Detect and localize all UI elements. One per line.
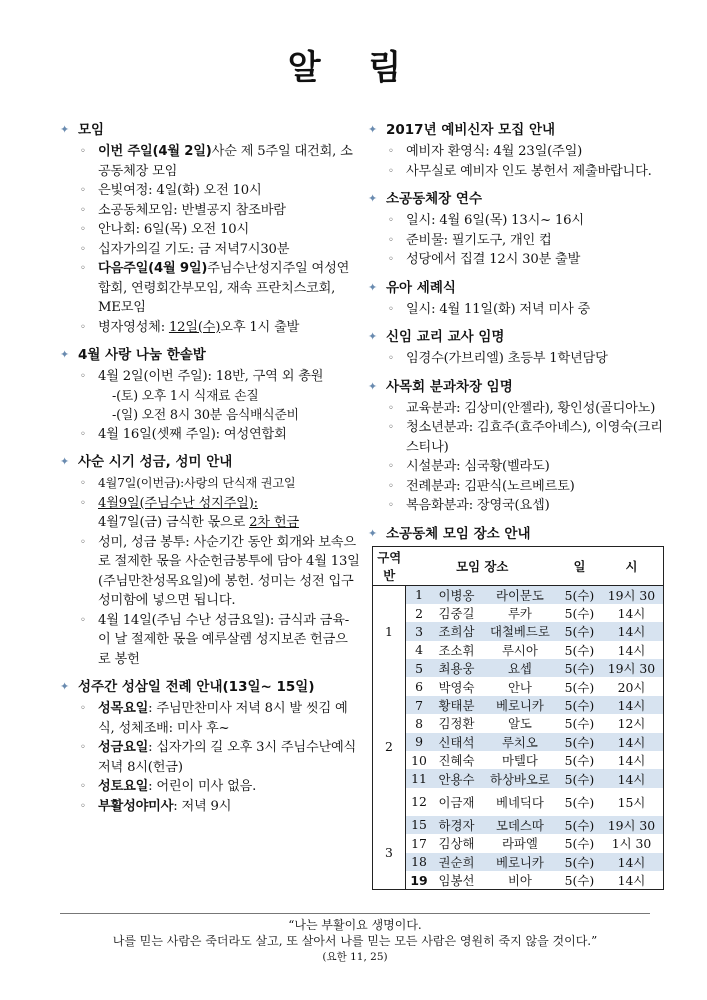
section-title: 2017년 예비신자 모집 안내 [386, 122, 556, 138]
ban-cell: 9 [406, 733, 433, 751]
table-row [373, 751, 664, 769]
saint-cell: 루카 [507, 606, 532, 622]
section-lent-offering [60, 452, 360, 669]
ban-cell: 19 [410, 872, 428, 888]
ban-cell: 4 [415, 642, 423, 658]
saint-cell: 안나 [507, 679, 532, 695]
circle-bullet-icon: ◦ [80, 703, 86, 714]
day-cell: 5(수) [564, 716, 595, 732]
section-title: 신임 교리 교사 임명 [386, 329, 505, 345]
section-infant-baptism [368, 278, 668, 320]
table-row [373, 816, 664, 834]
list-item: ◦ 다음주일(4월 9일)주님수난성지주일 여성연합회, 연령회간부모임, 재속 프란치스코회, ME모임 [80, 261, 350, 315]
saint-cell: 라이문도 [481, 585, 559, 604]
sparkle-bullet-icon: ✦ [368, 192, 378, 205]
circle-bullet-icon: ◦ [388, 480, 394, 492]
circle-bullet-icon: ◦ [80, 742, 86, 753]
time-cell: 14시 [600, 853, 664, 871]
name-cell: 김정환 [438, 716, 475, 732]
saint-cell: 루치오 [481, 733, 559, 751]
ban-cell: 2 [415, 605, 423, 621]
table-row [373, 788, 664, 816]
circle-bullet-icon: ◦ [80, 536, 86, 548]
circle-bullet-icon: ◦ [388, 254, 394, 265]
section-title: 사순 시기 성금, 성미 안내 [78, 454, 233, 470]
ban-cell: 12 [411, 794, 427, 810]
ban-cell: 5 [406, 659, 433, 677]
name-cell: 김상해 [438, 836, 475, 852]
sparkle-bullet-icon: ✦ [368, 123, 378, 136]
circle-bullet-icon: ◦ [80, 497, 86, 509]
name-cell: 권순희 [432, 853, 481, 871]
circle-bullet-icon: ◦ [80, 800, 86, 812]
section-title: 소공동체 모임 장소 안내 [386, 525, 531, 542]
time-cell: 14시 [600, 622, 664, 640]
name-cell: 최용웅 [432, 659, 481, 677]
meeting-place-table [372, 546, 664, 891]
district-cell: 2 [373, 677, 406, 815]
circle-bullet-icon: ◦ [80, 204, 86, 216]
day-cell: 5(수) [559, 659, 600, 677]
list-item: ◦ 4월 2일(이번 주일): 18반, 구역 외 총원 -(토) 오후 1시 식재료 손질 -(일) 오전 8시 30분 음식배식준비 [80, 369, 324, 423]
section-love-meal [60, 345, 360, 444]
section-new-teacher [368, 327, 668, 369]
day-cell: 5(수) [559, 696, 600, 714]
circle-bullet-icon: ◦ [80, 243, 86, 255]
ban-cell: 15 [406, 816, 433, 834]
circle-bullet-icon: ◦ [80, 185, 86, 196]
name-cell: 안용수 [432, 769, 481, 787]
district-cell: 3 [373, 816, 406, 890]
sparkle-bullet-icon: ✦ [368, 330, 378, 343]
name-cell: 진혜숙 [438, 753, 475, 769]
circle-bullet-icon: ◦ [388, 500, 394, 511]
time-cell: 14시 [600, 733, 664, 751]
column-header: 구역반 [373, 546, 406, 585]
list-item: ◦ 준비물: 필기도구, 개인 컵 [388, 231, 668, 251]
name-cell: 김중길 [438, 606, 475, 622]
saint-cell: 라파엘 [501, 836, 538, 852]
section-title: 소공동체장 연수 [386, 191, 482, 207]
circle-bullet-icon: ◦ [80, 371, 86, 382]
circle-bullet-icon: ◦ [80, 224, 86, 235]
circle-bullet-icon: ◦ [388, 303, 394, 315]
list-item: ◦ 병자영성체: 12일(수)오후 1시 출발 [80, 318, 360, 338]
time-cell: 19시 30 [600, 585, 664, 604]
saint-cell: 요셉 [481, 659, 559, 677]
list-item: ◦ 일시: 4월 11일(화) 저녁 미사 중 [388, 300, 668, 320]
day-cell: 5(수) [559, 769, 600, 787]
time-cell: 14시 [600, 769, 664, 787]
circle-bullet-icon: ◦ [388, 353, 394, 364]
time-cell: 19시 30 [600, 816, 664, 834]
ban-cell: 3 [406, 622, 433, 640]
sparkle-bullet-icon: ✦ [368, 526, 378, 540]
time-cell: 14시 [617, 873, 646, 889]
list-item: ◦ 4월7일(이번금):사랑의 단식재 권고일 [80, 474, 360, 494]
scripture-line: “나는 부활이요 생명이다. [288, 918, 422, 932]
list-item: ◦ 성토요일: 어린이 미사 없음. [80, 777, 360, 797]
table-row [373, 696, 664, 714]
list-item: ◦ 이번 주일(4월 2일)사순 제 5주일 대건회, 소공동체장 모임 [80, 144, 353, 179]
sparkle-bullet-icon: ✦ [368, 280, 378, 294]
table-row [373, 641, 664, 659]
list-item: ◦ 교육분과: 김상미(안젤라), 황인성(골디아노) [388, 399, 668, 419]
list-item: ◦ 성금요일: 십자가의 길 오후 3시 주님수난예식 저녁 8시(헌금) [80, 740, 357, 775]
day-cell: 5(수) [564, 873, 595, 889]
list-item: ◦ 4월 14일(주님 수난 성금요일): 금식과 금육- 이 날 절제한 몫을 예루살렘 성지보존 헌금으로 봉헌 [80, 612, 350, 667]
saint-cell: 알도 [507, 716, 532, 732]
list-item: ◦ 청소년분과: 김효주(효주아녜스), 이영숙(크리스티나) [388, 420, 663, 455]
ban-cell: 11 [406, 769, 433, 787]
table-row [373, 714, 664, 732]
table-header-row [373, 546, 664, 585]
day-cell: 5(수) [564, 836, 595, 852]
section-meeting-places [368, 524, 668, 891]
saint-cell: 하상바오로 [481, 769, 559, 787]
left-column [60, 120, 360, 824]
ban-cell: 6 [415, 679, 423, 695]
day-cell: 5(수) [564, 753, 595, 769]
section-meetings [60, 120, 360, 337]
name-cell: 임봉선 [438, 873, 475, 889]
table-row [373, 677, 664, 695]
time-cell: 12시 [617, 716, 646, 732]
circle-bullet-icon: ◦ [80, 146, 86, 157]
list-item: ◦ 성당에서 집결 12시 30분 출발 [388, 250, 668, 270]
time-cell: 14시 [617, 753, 646, 769]
time-cell: 19시 30 [600, 659, 664, 677]
sparkle-bullet-icon: ✦ [60, 455, 70, 468]
sparkle-bullet-icon: ✦ [368, 379, 378, 393]
name-cell: 신태석 [432, 733, 481, 751]
circle-bullet-icon: ◦ [388, 461, 394, 472]
name-cell: 조소휘 [438, 642, 475, 658]
day-cell: 5(수) [564, 606, 595, 622]
list-item: ◦ 예비자 환영식: 4월 23일(주일) [388, 142, 668, 162]
table-row [373, 853, 664, 871]
ban-cell: 10 [411, 752, 427, 768]
table-row [373, 733, 664, 751]
circle-bullet-icon: ◦ [388, 402, 394, 414]
list-item: ◦ 소공동체모임: 반별공지 참조바람 [80, 201, 360, 221]
day-cell: 5(수) [564, 642, 595, 658]
day-cell: 5(수) [559, 816, 600, 834]
section-title: 유아 세례식 [386, 279, 456, 296]
saint-cell: 베네딕다 [495, 794, 544, 810]
circle-bullet-icon: ◦ [388, 234, 394, 246]
time-cell: 14시 [600, 696, 664, 714]
saint-cell: 대철베드로 [481, 622, 559, 640]
sparkle-bullet-icon: ✦ [60, 123, 70, 136]
table-row [373, 585, 664, 604]
section-title: 성주간 성삼일 전례 안내(13일~ 15일) [78, 679, 315, 695]
list-item: ◦ 4월9일(주님수난 성지주일): 4월7일(금) 금식한 몫으로 2차 헌금 [80, 495, 299, 530]
ban-cell: 8 [415, 715, 423, 731]
time-cell: 1시 30 [611, 836, 652, 852]
circle-bullet-icon: ◦ [80, 614, 86, 626]
name-cell: 하경자 [432, 816, 481, 834]
circle-bullet-icon: ◦ [80, 478, 86, 489]
scripture-reference: (요한 11, 25) [322, 951, 388, 963]
saint-cell: 모데스따 [481, 816, 559, 834]
column-header: 모임 장소 [406, 546, 559, 585]
table-row [373, 659, 664, 677]
circle-bullet-icon: ◦ [80, 781, 86, 792]
saint-cell: 루시아 [501, 642, 538, 658]
section-title: 사목회 분과차장 임명 [386, 378, 513, 395]
day-cell: 5(수) [564, 679, 595, 695]
list-item: ◦ 일시: 4월 6일(목) 13시~ 16시 [388, 211, 668, 231]
name-cell: 이병옹 [432, 585, 481, 604]
column-header: 일 [559, 546, 600, 585]
list-item: ◦ 사무실로 예비자 인도 봉헌서 제출바랍니다. [388, 162, 668, 182]
sparkle-bullet-icon: ✦ [60, 348, 70, 361]
list-item: ◦ 임경수(가브리엘) 초등부 1학년담당 [388, 349, 668, 369]
day-cell: 5(수) [559, 622, 600, 640]
time-cell: 14시 [617, 606, 646, 622]
day-cell: 5(수) [559, 853, 600, 871]
list-item: ◦ 성목요일: 주님만찬미사 저녁 8시 발 씻김 예식, 성체조배: 미사 후~ [80, 701, 348, 736]
circle-bullet-icon: ◦ [388, 422, 394, 433]
list-item: ◦ 성미, 성금 봉투: 사순기간 동안 회개와 보속으로 절제한 몫을 사순헌금봉투에 담아 4월 13일(주님만찬성목요일)에 봉헌. 성미는 성전 입구 성미함에 넣으면 됩니다. [80, 534, 360, 608]
circle-bullet-icon: ◦ [388, 215, 394, 226]
saint-cell: 마텔다 [501, 753, 538, 769]
day-cell: 5(수) [564, 794, 595, 810]
section-leader-training [368, 189, 668, 270]
list-item: ◦ 4월 16일(셋째 주일): 여성연합회 [80, 425, 360, 445]
table-row [373, 769, 664, 787]
section-catechumen [368, 120, 668, 181]
section-title: 4월 사랑 나눔 한솥밥 [78, 347, 206, 363]
list-item: ◦ 전례분과: 김판식(노르베르토) [388, 477, 668, 497]
list-item: ◦ 복음화분과: 장영국(요셉) [388, 496, 668, 516]
page-title: 알 림 [287, 48, 420, 88]
list-item: ◦ 십자가의길 기도: 금 저녁7시30분 [80, 240, 360, 260]
name-cell: 박영숙 [438, 679, 475, 695]
day-cell: 5(수) [559, 585, 600, 604]
saint-cell: 비아 [507, 873, 532, 889]
ban-cell: 1 [406, 585, 433, 604]
time-cell: 14시 [617, 642, 646, 658]
time-cell: 15시 [617, 794, 646, 810]
scripture-line: 나를 믿는 사람은 죽더라도 살고, 또 살아서 나를 믿는 모든 사람은 영원히 죽지 않을 것이다.” [112, 934, 598, 948]
circle-bullet-icon: ◦ [80, 428, 86, 440]
table-row [373, 604, 664, 622]
column-header: 시 [600, 546, 664, 585]
table-row [373, 834, 664, 852]
list-item: ◦ 은빛여정: 4일(화) 오전 10시 [80, 181, 360, 201]
ban-cell: 17 [411, 835, 427, 851]
district-cell: 1 [373, 585, 406, 677]
right-column [368, 120, 668, 898]
name-cell: 조희삼 [432, 622, 481, 640]
table-row [373, 871, 664, 890]
ban-cell: 18 [406, 853, 433, 871]
list-item: ◦ 안나회: 6일(목) 오전 10시 [80, 220, 360, 240]
ban-cell: 7 [406, 696, 433, 714]
list-item: ◦ 시설분과: 심국황(벨라도) [388, 457, 668, 477]
circle-bullet-icon: ◦ [80, 321, 86, 333]
circle-bullet-icon: ◦ [388, 165, 394, 177]
section-holy-week [60, 677, 360, 816]
time-cell: 20시 [617, 679, 646, 695]
name-cell: 황태분 [432, 696, 481, 714]
saint-cell: 베로니카 [481, 696, 559, 714]
table-row [373, 622, 664, 640]
circle-bullet-icon: ◦ [388, 146, 394, 157]
saint-cell: 베로니카 [481, 853, 559, 871]
section-committee [368, 377, 668, 516]
scripture-footer [60, 913, 650, 965]
circle-bullet-icon: ◦ [80, 263, 86, 274]
list-item: ◦ 부활성야미사: 저녁 9시 [80, 797, 360, 817]
section-title: 모임 [78, 122, 105, 138]
name-cell: 이금재 [438, 794, 475, 810]
sparkle-bullet-icon: ✦ [60, 680, 70, 693]
day-cell: 5(수) [559, 733, 600, 751]
